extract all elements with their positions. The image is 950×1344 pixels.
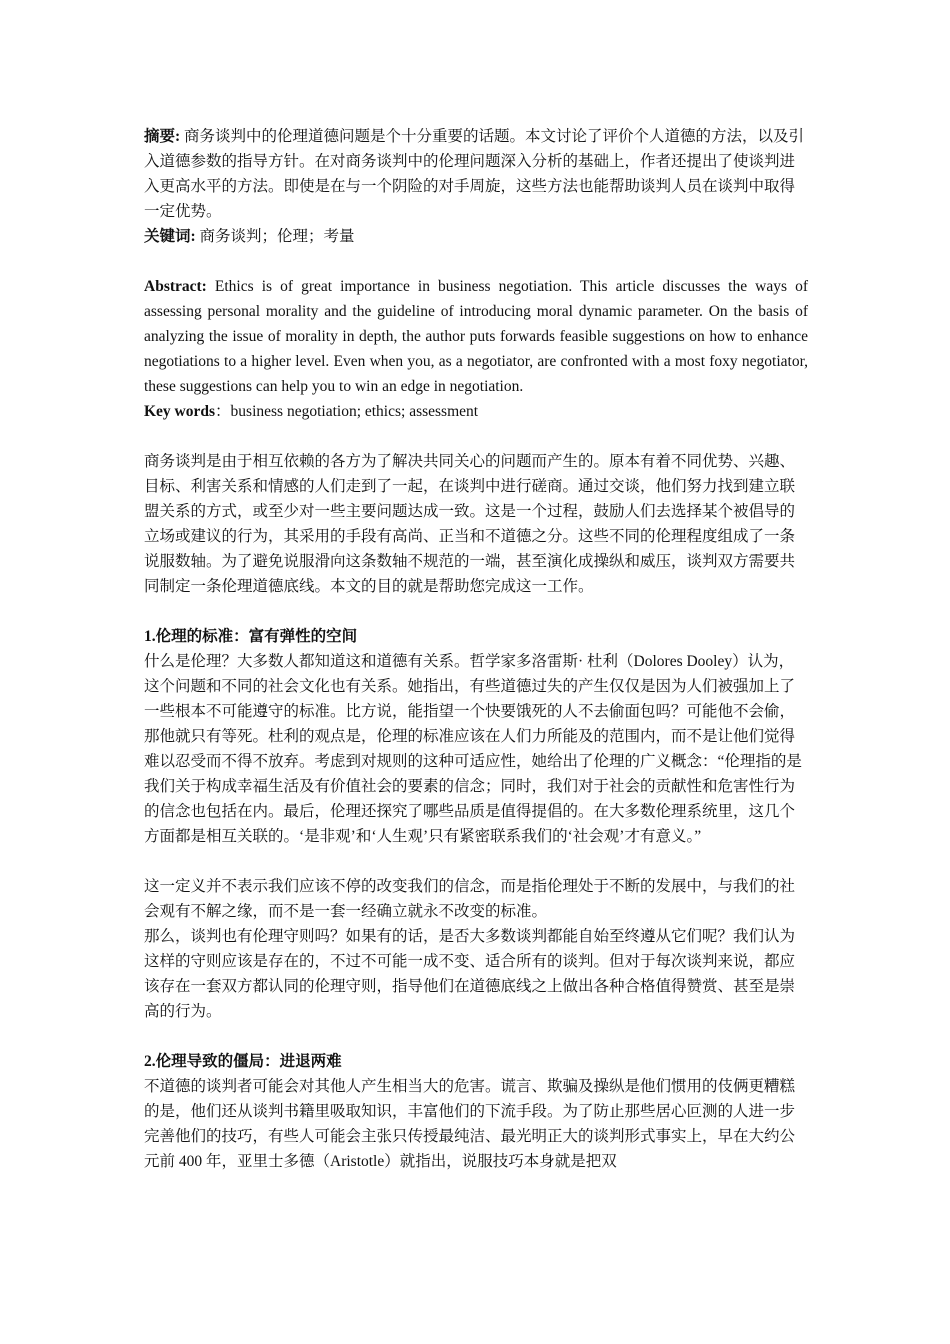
section1-heading: 1.伦理的标准：富有弹性的空间 [144, 628, 358, 645]
spacer [144, 1024, 808, 1049]
abstract-en-label: Abstract: [144, 278, 207, 295]
abstract-cn-label: 摘要: [144, 128, 181, 145]
keywords-cn-label: 关键词: [144, 228, 196, 245]
abstract-en [144, 274, 808, 399]
spacer [144, 599, 808, 624]
abstract-cn [144, 124, 808, 224]
section2-heading: 2.伦理导致的僵局：进退两难 [144, 1053, 342, 1070]
keywords-cn-text: 商务谈判；伦理；考量 [195, 228, 355, 245]
section2-paragraph-1: 不道德的谈判者可能会对其他人产生相当大的危害。谎言、欺骗及操纵是他们惯用的伎俩更糟糕的是，他们还从谈判书籍里吸取知识，丰富他们的下流手段。为了防止那些居心叵测的人进一步完善他们的技巧，有些人可能会主张只传授最纯洁、最光明正大的谈判形式事实上，早在大约公元前 400 年，亚里士多德（Aristotle）就指出，说服技巧本身就是把双 [144, 1078, 796, 1170]
keywords-cn [144, 224, 808, 249]
intro-paragraph: 商务谈判是由于相互依赖的各方为了解决共同关心的问题而产生的。原本有着不同优势、兴趣、目标、利害关系和情感的人们走到了一起，在谈判中进行磋商。通过交谈，他们努力找到建立联盟关系的方式，或至少对一些主要问题达成一致。这是一个过程，鼓励人们去选择某个被倡导的立场或建议的行为，其采用的手段有高尚、正当和不道德之分。这些不同的伦理程度组成了一条说服数轴。为了避免说服滑向这条数轴不规范的一端，甚至演化成操纵和威压，谈判双方需要共同制定一条伦理道德底线。本文的目的就是帮助您完成这一工作。 [144, 453, 796, 595]
document-page [144, 124, 808, 1174]
abstract-en-text: Ethics is of great importance in business negotiation. This article discusses the ways of assessing personal morality and the guideline of introducing moral dynamic parameter. On the basis of analyzing the issue of morality in depth, the author puts forwards feasible suggestions on how to enhance negotiations to a higher level. Even when you, as a negotiator, are confronted with a most foxy negotiator, these suggestions can help you to win an edge in negotiation. [144, 278, 808, 395]
spacer [144, 424, 808, 449]
spacer [144, 849, 808, 874]
keywords-en [144, 399, 808, 424]
section1-paragraph-2: 这一定义并不表示我们应该不停的改变我们的信念，而是指伦理处于不断的发展中，与我们的社会观有不解之缘，而不是一套一经确立就永不改变的标准。 [144, 878, 796, 920]
abstract-cn-text: 商务谈判中的伦理道德问题是个十分重要的话题。本文讨论了评价个人道德的方法，以及引入道德参数的指导方针。在对商务谈判中的伦理问题深入分析的基础上，作者还提出了使谈判进入更高水平的方法。即使是在与一个阴险的对手周旋，这些方法也能帮助谈判人员在谈判中取得一定优势。 [144, 128, 805, 220]
section1-paragraph-3: 那么，谈判也有伦理守则吗？如果有的话，是否大多数谈判都能自始至终遵从它们呢？我们认为这样的守则应该是存在的，不过不可能一成不变、适合所有的谈判。但对于每次谈判来说，都应该存在一套双方都认同的伦理守则，指导他们在道德底线之上做出各种合格值得赞赏、甚至是崇高的行为。 [144, 928, 796, 1020]
section1-paragraph-1: 什么是伦理？大多数人都知道这和道德有关系。哲学家多洛雷斯· 杜利（Dolores Dooley）认为，这个问题和不同的社会文化也有关系。她指出，有些道德过失的产生仅仅是因为人们被强加上了一些根本不可能遵守的标准。比方说，能指望一个快要饿死的人不去偷面包吗？可能他不会偷，那他就只有等死。杜利的观点是，伦理的标准应该在人们力所能及的范围内，而不是让他们觉得难以忍受而不得不放弃。考虑到对规则的这种可适应性，她给出了伦理的广义概念：“伦理指的是我们关于构成幸福生活及有价值社会的要素的信念；同时，我们对于社会的贡献性和危害性行为的信念也包括在内。最后，伦理还探究了哪些品质是值得提倡的。在大多数伦理系统里，这几个方面都是相互关联的。‘是非观’和‘人生观’只有紧密联系我们的‘社会观’才有意义。” [144, 653, 802, 845]
keywords-en-label: Key words [144, 403, 216, 420]
keywords-en-text: ：business negotiation; ethics; assessment [215, 403, 479, 420]
spacer [144, 249, 808, 274]
